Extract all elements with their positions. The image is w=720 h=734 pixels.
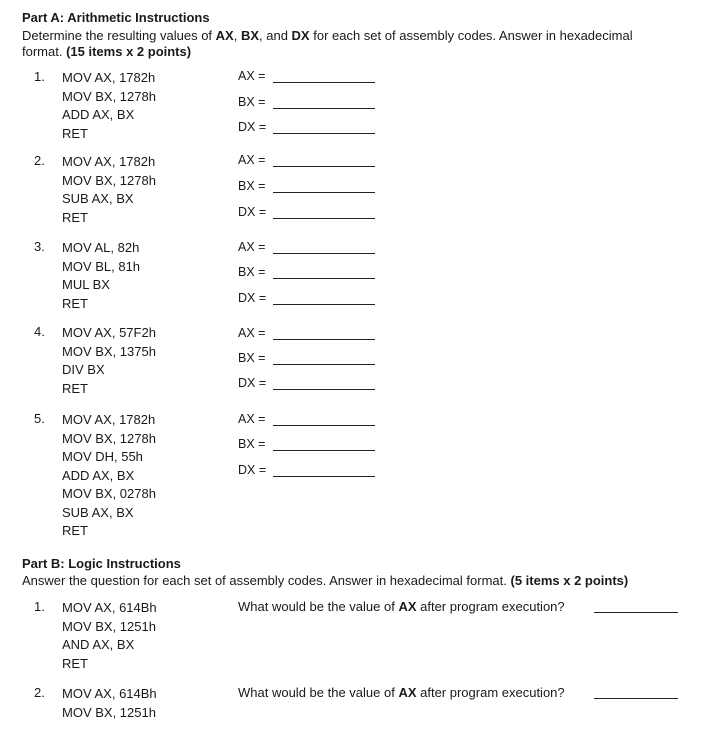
dx-label: DX = [238,291,267,305]
instr-dx: DX [291,28,310,43]
bx-label: BX = [238,179,266,193]
ax-answer-blank[interactable] [273,425,375,426]
question-text [238,685,565,700]
ax-answer-blank[interactable] [273,82,375,83]
part-b-instructions [22,573,628,589]
item-number: 2. [34,153,45,168]
item-number: 1. [34,599,45,614]
code-line: RET [62,655,88,671]
ax-label: AX = [238,69,266,83]
code-line: MOV BX, 1251h [62,704,156,720]
item-number: 3. [34,239,45,254]
code-line: SUB AX, BX [62,191,134,206]
ax-label: AX = [238,240,266,254]
bx-answer-blank[interactable] [273,450,375,451]
code-line: MOV BX, 1278h [62,430,156,446]
item-number: 1. [34,69,45,84]
dx-answer-blank[interactable] [273,476,375,477]
instr-bx: BX [240,28,260,43]
dx-answer-blank[interactable] [273,304,375,305]
instr-text: format. [22,44,63,59]
code-line: MOV BL, 81h [62,258,141,274]
code-line: MOV AX, 1782h [62,70,156,85]
dx-label: DX = [238,205,267,219]
answer-blank[interactable] [594,698,678,699]
bx-answer-blank[interactable] [273,278,375,279]
instr-text: for each set of assembly codes. Answer in hexadecimal [309,28,633,43]
code-line: MOV BX, 1278h [62,172,156,188]
code-line: ADD AX, BX [62,467,135,483]
question-part: after program execution? [416,685,565,700]
bx-label: BX = [238,95,266,109]
code-line: MOV BX, 1251h [62,618,156,634]
code-block [62,69,156,143]
code-line: DIV BX [62,362,105,377]
code-line: ADD AX, BX [62,107,135,122]
bx-label: BX = [238,265,266,279]
code-line: MOV BX, 1278h [62,88,156,104]
question-part: What would be the value of [238,599,399,614]
code-block [62,411,156,541]
part-b-title: Part B: Logic Instructions [22,556,181,571]
code-line: RET [62,209,88,225]
code-block [62,324,156,398]
part-a-instructions [22,28,633,44]
code-line: MOV AX, 614Bh [62,600,157,615]
question-ax: AX [398,685,417,700]
code-line: MUL BX [62,277,110,292]
code-line: AND AX, BX [62,637,135,652]
code-line: MOV AL, 82h [62,240,140,255]
code-line: MOV AX, 1782h [62,412,156,427]
ax-answer-blank[interactable] [273,253,375,254]
ax-label: AX = [238,412,266,426]
part-a-points: (15 items x 2 points) [66,44,192,59]
dx-label: DX = [238,376,267,390]
code-line: MOV BX, 0278h [62,486,156,501]
code-line: RET [62,125,88,141]
code-block [62,685,157,722]
question-part: after program execution? [416,599,565,614]
code-line: RET [62,523,88,538]
item-number: 4. [34,324,45,339]
question-part: What would be the value of [238,685,399,700]
dx-label: DX = [238,463,267,477]
dx-answer-blank[interactable] [273,133,375,134]
bx-answer-blank[interactable] [273,364,375,365]
bx-answer-blank[interactable] [273,192,375,193]
code-block [62,599,157,673]
code-line: MOV DH, 55h [62,449,143,464]
part-a-title: Part A: Arithmetic Instructions [22,10,210,25]
ax-answer-blank[interactable] [273,339,375,340]
code-line: MOV AX, 57F2h [62,325,156,340]
code-line: RET [62,295,88,311]
code-block [62,153,156,227]
code-line: SUB AX, BX [62,504,134,520]
code-block [62,239,140,313]
dx-answer-blank[interactable] [273,389,375,390]
part-a-instructions-line2 [22,44,191,60]
bx-label: BX = [238,351,266,365]
instr-ax: AX [215,28,234,43]
code-line: MOV AX, 614Bh [62,686,157,701]
part-b-points: (5 items x 2 points) [510,573,629,588]
item-number: 5. [34,411,45,426]
answer-blank[interactable] [594,612,678,613]
instr-text: Answer the question for each set of assembly codes. Answer in hexadecimal format. [22,573,507,588]
ax-answer-blank[interactable] [273,166,375,167]
item-number: 2. [34,685,45,700]
dx-answer-blank[interactable] [273,218,375,219]
ax-label: AX = [238,326,266,340]
ax-label: AX = [238,153,266,167]
instr-text: , and [259,28,292,43]
dx-label: DX = [238,120,267,134]
instr-text: Determine the resulting values of [22,28,216,43]
question-ax: AX [398,599,417,614]
instr-text: , [233,28,241,43]
code-line: MOV BX, 1375h [62,343,156,359]
code-line: RET [62,380,88,396]
question-text [238,599,565,614]
code-line: MOV AX, 1782h [62,154,156,169]
bx-answer-blank[interactable] [273,108,375,109]
bx-label: BX = [238,437,266,451]
